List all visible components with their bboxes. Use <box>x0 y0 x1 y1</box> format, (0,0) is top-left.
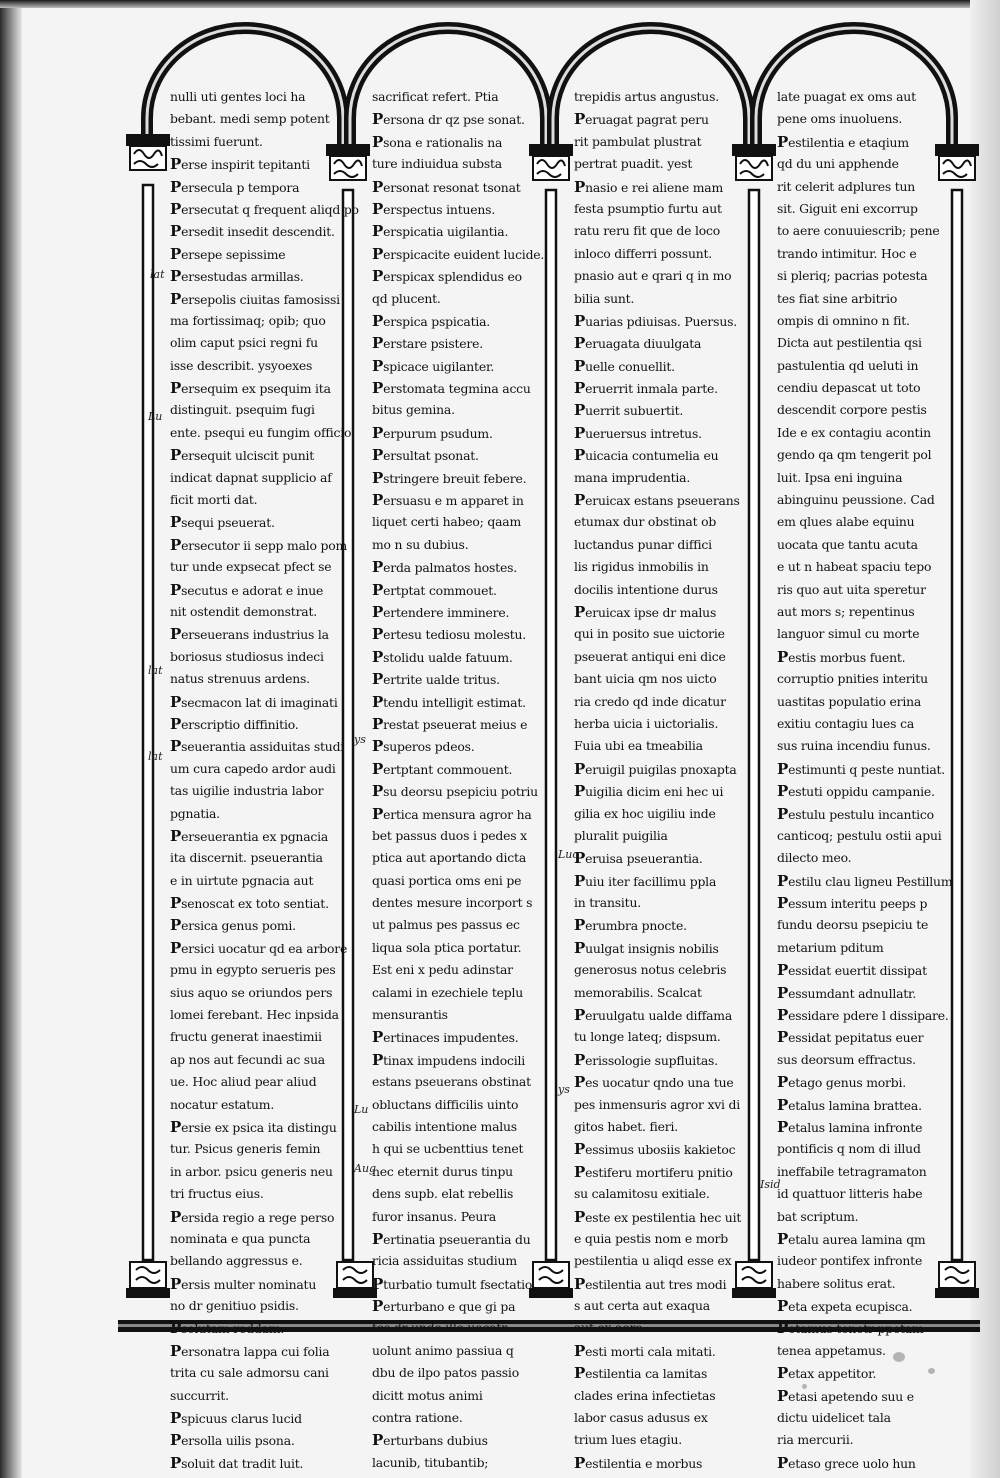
manuscript-line: generosus notus celebris <box>574 962 727 978</box>
manuscript-line: sacrificat refert. Ptia <box>372 89 499 104</box>
manuscript-line: Dicta aut pestilentia qsi <box>777 335 922 351</box>
manuscript-line: Peruicax estans pseuerans <box>574 491 740 510</box>
margin-note: Aug <box>354 1162 377 1175</box>
manuscript-line: estans pseuerans obstinat <box>372 1074 531 1090</box>
manuscript-line: contra ratione. <box>372 1410 463 1426</box>
text-column-2 <box>372 86 550 1470</box>
manuscript-line: corruptio pnities interitu <box>777 671 928 687</box>
manuscript-line: indicat dapnat supplicio af <box>170 469 332 485</box>
manuscript-line: tos dr unde ille uocatr <box>372 1320 507 1336</box>
manuscript-line: Perpurum psudum. <box>372 423 493 442</box>
manuscript-line: Persecutat q frequent aliqd po <box>170 199 359 218</box>
manuscript-line: Perspectus intuens. <box>372 199 496 218</box>
manuscript-line: Pertrite ualde tritus. <box>372 670 500 689</box>
manuscript-line: Perscriptio diffinitio. <box>170 714 299 733</box>
manuscript-line: Pestimunti q peste nuntiat. <box>777 759 946 778</box>
manuscript-line: Persie ex psica ita distingu <box>170 1117 337 1136</box>
manuscript-line: Psoluit dat tradit luit. <box>170 1453 304 1472</box>
manuscript-line: in transitu. <box>574 895 641 911</box>
manuscript-line: pnasio aut e qrari q in mo <box>574 268 732 284</box>
manuscript-line: festa psumptio furtu aut <box>574 200 722 216</box>
manuscript-line: ria credo qd inde dicatur <box>574 693 726 709</box>
manuscript-line: sius aquo se oriundos pers <box>170 984 333 1000</box>
manuscript-line: Pestilentia aut tres modi <box>574 1274 727 1293</box>
manuscript-line: Perspicacite euident lucide. <box>372 244 545 263</box>
margin-note: Luc <box>558 848 579 861</box>
manuscript-line: um cura capedo ardor audi <box>170 760 336 776</box>
manuscript-line: ma fortissimaq; opib; quo <box>170 312 326 328</box>
manuscript-line: su calamitosu exitiale. <box>574 1186 710 1202</box>
manuscript-line: ompis di omnino n fit. <box>777 312 910 328</box>
manuscript-line: Psecutus e adorat e inue <box>170 580 324 599</box>
manuscript-line: Pessidat euertit dissipat <box>777 961 927 980</box>
manuscript-line: habere solitus erat. <box>777 1275 896 1291</box>
manuscript-line: qd du uni apphende <box>777 156 899 172</box>
manuscript-line: mensurantis <box>372 1007 448 1023</box>
manuscript-line: Pertinatia pseuerantia du <box>372 1229 531 1248</box>
manuscript-line: descendit corpore pestis <box>777 402 927 418</box>
text-column-1 <box>170 86 359 1472</box>
manuscript-line: labor casus adusus ex <box>574 1410 708 1426</box>
manuscript-line: Puarias pdiuisas. Puersus. <box>574 311 737 330</box>
manuscript-line: Pertesu tediosu molestu. <box>372 625 527 644</box>
manuscript-line: Perspicax splendidus eo <box>372 267 522 286</box>
manuscript-line: pastulentia qd ueluti in <box>777 357 919 373</box>
manuscript-line: Petaso grece uolo hun <box>777 1453 916 1472</box>
manuscript-line: sit. Giguit eni excorrup <box>777 200 918 216</box>
margin-note: ys <box>558 1083 570 1096</box>
manuscript-line: Perseuerantia ex pgnacia <box>170 826 329 845</box>
manuscript-line: Pessumdant adnullatr. <box>777 983 917 1002</box>
manuscript-line: Perturbans dubius <box>372 1431 488 1450</box>
manuscript-line: Petalus lamina infronte <box>777 1117 923 1136</box>
manuscript-line: bat scriptum. <box>777 1208 859 1224</box>
margin-note: ys <box>354 733 366 746</box>
manuscript-line: Puerrit subuertit. <box>574 401 684 420</box>
manuscript-line: Peruisa pseuerantia. <box>574 849 703 868</box>
manuscript-line: Pestilentia e etaqium <box>777 132 909 151</box>
manuscript-line: ficit morti dat. <box>170 492 258 508</box>
manuscript-line: metarium pditum <box>777 939 884 955</box>
manuscript-line: tur unde expsecat pfect se <box>170 559 332 575</box>
manuscript-line: uocata que tantu acuta <box>777 536 918 552</box>
manuscript-line: Perda palmatos hostes. <box>372 558 517 577</box>
manuscript-line: gilia ex hoc uigiliu inde <box>574 805 716 821</box>
manuscript-line: Pessimus ubosiis kakietoc <box>574 1140 736 1159</box>
manuscript-line: distinguit. psequim fugi <box>170 402 315 418</box>
manuscript-line: isse describit. ysyoexes <box>170 357 313 373</box>
manuscript-line: Pueruersus intretus. <box>574 423 702 442</box>
manuscript-line: Psona e rationalis na <box>372 132 503 151</box>
manuscript-line: tas uigilie industria labor <box>170 783 324 799</box>
manuscript-line: Peruicax ipse dr malus <box>574 602 717 621</box>
manuscript-line: bebant. medi semp potent <box>170 111 330 127</box>
manuscript-line: pmu in egypto serueris pes <box>170 962 336 978</box>
manuscript-line: Ptendu intelligit estimat. <box>372 692 526 711</box>
manuscript-line: Persona dr qz pse sonat. <box>372 110 525 129</box>
manuscript-line: pestilentia u aliqd esse ex <box>574 1253 732 1269</box>
manuscript-line: Pertptat commouet. <box>372 580 497 599</box>
manuscript-line: Ptinax impudens indocili <box>372 1050 526 1069</box>
manuscript-line: dens supb. elat rebellis <box>372 1186 514 1202</box>
manuscript-line: Pspicace uigilanter. <box>372 356 495 375</box>
manuscript-line: bet passus duos i pedes x <box>372 827 527 843</box>
manuscript-line: Persida regio a rege perso <box>170 1207 335 1226</box>
manuscript-line: Persultat psonat. <box>372 446 479 465</box>
manuscript-line: gitos habet. fieri. <box>574 1118 679 1134</box>
manuscript-line: Pstolidu ualde fatuum. <box>372 647 513 666</box>
manuscript-line: Perse inspirit tepitanti <box>170 155 310 174</box>
manuscript-line: Puelle conuellit. <box>574 356 675 375</box>
manuscript-line: Peruagat pagrat peru <box>574 110 709 129</box>
manuscript-line: fundu deorsu psepiciu te <box>777 917 929 933</box>
manuscript-line: Pestis morbus fuent. <box>777 647 906 666</box>
text-column-3 <box>574 86 752 1472</box>
manuscript-line: no dr genitiuo psidis. <box>170 1298 299 1314</box>
manuscript-line: ricia assiduitas studium <box>372 1253 517 1269</box>
manuscript-line: natus strenuus ardens. <box>170 671 310 687</box>
manuscript-line: mo n su dubius. <box>372 536 469 552</box>
manuscript-line: abinguinu peussione. Cad <box>777 492 935 508</box>
manuscript-line: Peruerrit inmala parte. <box>574 379 718 398</box>
manuscript-line: luit. Ipsa eni inguina <box>777 469 903 485</box>
manuscript-line: Perturbano e que gi pa <box>372 1297 516 1316</box>
manuscript-line: Ide e ex contagiu acontin <box>777 424 931 440</box>
manuscript-line: Pessum interitu peeps p <box>777 894 928 913</box>
manuscript-line: Pspicuus clarus lucid <box>170 1409 302 1428</box>
manuscript-line: ture indiuidua substa <box>372 156 502 172</box>
manuscript-line: dicitt motus animi <box>372 1387 483 1403</box>
manuscript-line: lis rigidus inmobilis in <box>574 559 709 575</box>
manuscript-line: mana imprudentia. <box>574 469 691 485</box>
manuscript-line: qui in posito sue uictorie <box>574 626 725 642</box>
manuscript-line: Persecula p tempora <box>170 177 300 196</box>
manuscript-line: to aere conuuiescrib; pene <box>777 223 940 239</box>
manuscript-line: Persequim ex psequim ita <box>170 379 331 398</box>
manuscript-line: nec eternit durus tinpu <box>372 1163 513 1179</box>
manuscript-line: Persequit ulciscit punit <box>170 446 315 465</box>
manuscript-line: Peruulgatu ualde diffama <box>574 1006 733 1025</box>
manuscript-line: Pstringere breuit febere. <box>372 468 527 487</box>
manuscript-line: Perstare psistere. <box>372 334 483 353</box>
manuscript-line: Perspicatia uigilantia. <box>372 222 509 241</box>
manuscript-line: bilia sunt. <box>574 290 635 306</box>
manuscript-line: Pnasio e rei aliene mam <box>574 177 723 196</box>
manuscript-line: ptica aut aportando dicta <box>372 850 527 866</box>
manuscript-line: sus ruina incendiu funus. <box>777 738 931 754</box>
manuscript-line: Pestilentia e morbus <box>574 1453 703 1472</box>
manuscript-line: Persepe sepissime <box>170 244 286 263</box>
manuscript-line: Peta expeta ecupisca. <box>777 1297 913 1316</box>
manuscript-line: em qlues alabe equinu <box>777 514 915 530</box>
manuscript-line: Petamus tenetr ppetam <box>777 1319 924 1338</box>
manuscript-line: Personatra lappa cui folia <box>170 1341 330 1360</box>
manuscript-line: Peruagata diuulgata <box>574 334 702 353</box>
manuscript-line: ut palmus pes passus ec <box>372 917 520 933</box>
manuscript-line: ineffabile tetragramaton <box>777 1163 927 1179</box>
manuscript-line: liqua sola ptica portatur. <box>372 939 522 955</box>
manuscript-line: docilis intentione durus <box>574 581 718 597</box>
manuscript-line: ratu reru fit que de loco <box>574 223 720 239</box>
manuscript-line: Perumbra pnocte. <box>574 916 687 935</box>
manuscript-line: tissimi fuerunt. <box>170 133 263 149</box>
manuscript-line: lacunib, titubantib; <box>372 1454 489 1470</box>
manuscript-line: ris quo aut uita speretur <box>777 581 926 597</box>
manuscript-line: pontificis q nom di illud <box>777 1141 921 1157</box>
manuscript-line: Psuperos pdeos. <box>372 737 475 756</box>
manuscript-line: Peruigil puigilas pnoxapta <box>574 759 737 778</box>
manuscript-line: Pertptant commouent. <box>372 759 513 778</box>
manuscript-line: dilecto meo. <box>777 850 852 866</box>
manuscript-line: succurrit. <box>170 1387 229 1403</box>
manuscript-line: Puicacia contumelia eu <box>574 446 719 465</box>
manuscript-line: Pesti morti cala mitati. <box>574 1341 716 1360</box>
manuscript-line: pseuerat antiqui eni dice <box>574 648 726 664</box>
manuscript-line: cendiu depascat ut toto <box>777 380 921 396</box>
margin-note: lat <box>148 664 163 677</box>
manuscript-line: Persica genus pomi. <box>170 916 296 935</box>
manuscript-line: Pestulu pestulu incantico <box>777 804 934 823</box>
manuscript-line: trepidis artus angustus. <box>574 89 719 104</box>
manuscript-line: Pestilentia ca lamitas <box>574 1364 708 1383</box>
manuscript-line: Petago genus morbi. <box>777 1073 907 1092</box>
manuscript-line: etumax dur obstinat ob <box>574 514 717 530</box>
manuscript-line: trando intimitur. Hoc e <box>777 245 917 261</box>
manuscript-line: tri fructus eius. <box>170 1186 264 1202</box>
manuscript-line: Fuia ubi ea tmeabilia <box>574 738 703 754</box>
manuscript-line: Persedit insedit descendit. <box>170 222 335 241</box>
manuscript-line: in arbor. psicu generis neu <box>170 1163 333 1179</box>
manuscript-line: herba uicia i uictorialis. <box>574 715 719 731</box>
text-column-4 <box>777 86 955 1472</box>
manuscript-line: Pestiferu mortiferu pnitio <box>574 1162 733 1181</box>
manuscript-line: Pestilu clau ligneu Pestillum <box>777 871 953 890</box>
manuscript-line: Puulgat insignis nobilis <box>574 938 719 957</box>
manuscript-line: Perseuerans industrius la <box>170 625 329 644</box>
manuscript-line: obluctans difficilis uinto <box>372 1096 519 1112</box>
manuscript-line: cabilis intentione malus <box>372 1118 517 1134</box>
manuscript-line: Persuasu e m apparet in <box>372 491 524 510</box>
manuscript-line: Pestuti oppidu campanie. <box>777 782 935 801</box>
manuscript-line: trita cu sale admorsu cani <box>170 1365 329 1381</box>
manuscript-line: lomei ferebant. Hec inpsida <box>170 1007 339 1023</box>
manuscript-line: Pertica mensura agror ha <box>372 804 532 823</box>
manuscript-line: quasi portica oms eni pe <box>372 872 522 888</box>
manuscript-line: Persepolis ciuitas famosissi <box>170 289 340 308</box>
manuscript-line: tenea appetamus. <box>777 1342 886 1358</box>
manuscript-line: Pessidat pepitatus euer <box>777 1028 924 1047</box>
manuscript-line: Pertinaces impudentes. <box>372 1028 519 1047</box>
manuscript-line: uolunt animo passiua q <box>372 1342 514 1358</box>
parchment-stain <box>802 1384 807 1389</box>
manuscript-line: e quia pestis nom e morb <box>574 1230 728 1246</box>
manuscript-line: bant uicia qm nos uicto <box>574 671 717 687</box>
manuscript-line: Psu deorsu psepiciu potriu <box>372 782 538 801</box>
manuscript-line: Persolla uilis psona. <box>170 1431 295 1450</box>
manuscript-line: late puagat ex oms aut <box>777 89 916 104</box>
manuscript-line: Psolutam reddam. <box>170 1319 285 1338</box>
manuscript-line: Pseuerantia assiduitas studi <box>170 737 345 756</box>
manuscript-line: Petalus lamina brattea. <box>777 1095 922 1114</box>
manuscript-line: ue. Hoc aliud pear aliud <box>170 1074 317 1090</box>
manuscript-line: aut ex aere. <box>574 1320 647 1336</box>
manuscript-line: gendo qa qm tengerit pol <box>777 447 932 463</box>
margin-note: lat <box>150 268 165 281</box>
manuscript-line: Petax appetitor. <box>777 1364 877 1383</box>
manuscript-line: pgnatia. <box>170 805 220 821</box>
manuscript-line: sus deorsum effractus. <box>777 1051 916 1067</box>
manuscript-line: Petalu aurea lamina qm <box>777 1229 926 1248</box>
parchment-stain <box>928 1368 935 1374</box>
manuscript-line: e in uirtute pgnacia aut <box>170 872 314 888</box>
manuscript-line: Psecmacon lat di imaginati <box>170 692 338 711</box>
manuscript-line: dbu de ilpo patos passio <box>372 1365 519 1381</box>
manuscript-line: canticoq; pestulu ostii apui <box>777 827 942 843</box>
manuscript-line: tu longe lateq; dispsum. <box>574 1029 721 1045</box>
parchment-stain <box>893 1352 905 1362</box>
manuscript-line: pes inmensuris agror xvi di <box>574 1096 741 1112</box>
manuscript-line: ente. psequi eu fungim officio <box>170 424 352 440</box>
manuscript-line: pertrat puadit. yest <box>574 156 693 172</box>
manuscript-line: Perspica pspicatia. <box>372 311 491 330</box>
manuscript-line: Pes uocatur qndo una tue <box>574 1073 734 1092</box>
manuscript-line: Perstomata tegmina accu <box>372 379 531 398</box>
manuscript-line: nominata e qua puncta <box>170 1230 311 1246</box>
manuscript-line: boriosus studiosus indeci <box>170 648 324 664</box>
manuscript-line: calami in ezechiele teplu <box>372 984 524 1000</box>
manuscript-line: si pleriq; pacrias potesta <box>777 268 928 284</box>
manuscript-line: Puiu iter facillimu ppla <box>574 871 717 890</box>
manuscript-line: rit celerit adplures tun <box>777 178 916 194</box>
manuscript-line: tur. Psicus generis femin <box>170 1141 321 1157</box>
manuscript-line: languor simul cu morte <box>777 626 920 642</box>
manuscript-line: luctandus punar diffici <box>574 536 712 552</box>
manuscript-line: Psequi pseuerat. <box>170 513 275 532</box>
manuscript-line: Persis multer nominatu <box>170 1274 317 1293</box>
manuscript-line: pluralit puigilia <box>574 827 668 843</box>
manuscript-line: inloco differri possunt. <box>574 245 713 261</box>
manuscript-line: Pturbatio tumult fsectatio <box>372 1274 533 1293</box>
manuscript-line: nocatur estatum. <box>170 1096 275 1112</box>
margin-note: Isid <box>760 1178 781 1191</box>
manuscript-line: Persici uocatur qd ea arbore <box>170 938 348 957</box>
manuscript-line: pene oms inuoluens. <box>777 111 903 127</box>
manuscript-line: id quattuor litteris habe <box>777 1186 923 1202</box>
manuscript-line: s aut certa aut exaqua <box>574 1298 710 1314</box>
manuscript-line: bitus gemina. <box>372 402 455 418</box>
manuscript-line: Pessidare pdere l dissipare. <box>777 1006 949 1025</box>
manuscript-line: Puigilia dicim eni hec ui <box>574 782 724 801</box>
manuscript-line: trium lues etagiu. <box>574 1432 683 1448</box>
manuscript-line: Psenoscat ex toto sentiat. <box>170 894 329 913</box>
manuscript-line: tes fiat sine arbitrio <box>777 290 898 306</box>
margin-note: Lu <box>354 1103 369 1116</box>
manuscript-line: e ut n habeat spaciu tepo <box>777 559 932 575</box>
manuscript-line: Personat resonat tsonat <box>372 177 521 196</box>
margin-note: Lu <box>148 410 163 423</box>
manuscript-line: h qui se ucbenttius tenet <box>372 1141 524 1157</box>
manuscript-line: exitiu contagiu lues ca <box>777 715 915 731</box>
manuscript-line: Persestudas armillas. <box>170 267 304 286</box>
manuscript-line: ap nos aut fecundi ac sua <box>170 1051 325 1067</box>
manuscript-line: fructu generat inaestimii <box>170 1029 322 1045</box>
manuscript-line: olim caput psici regni fu <box>170 335 318 351</box>
manuscript-line: dictu uidelicet tala <box>777 1410 891 1426</box>
manuscript-line: furor insanus. Peura <box>372 1208 497 1224</box>
margin-note: lat <box>148 750 163 763</box>
manuscript-line: iudeor pontifex infronte <box>777 1253 923 1269</box>
manuscript-line: uastitas populatio erina <box>777 693 922 709</box>
manuscript-line: Est eni x pedu adinstar <box>372 962 513 978</box>
manuscript-line: rit pambulat plustrat <box>574 133 702 149</box>
manuscript-line: Petasi apetendo suu e <box>777 1386 914 1405</box>
manuscript-line: memorabilis. Scalcat <box>574 984 702 1000</box>
manuscript-line: Peste ex pestilentia hec uit <box>574 1207 742 1226</box>
manuscript-line: Prestat pseuerat meius e <box>372 714 528 733</box>
manuscript-line: Persecutor ii sepp malo pom <box>170 535 348 554</box>
manuscript-line: qd plucent. <box>372 290 441 306</box>
manuscript-line: clades erina infectietas <box>574 1387 716 1403</box>
manuscript-line: dentes mesure incorport s <box>372 895 533 911</box>
manuscript-line: ria mercurii. <box>777 1432 854 1448</box>
manuscript-line: liquet certi habeo; qaam <box>372 514 522 530</box>
manuscript-line: ita discernit. pseuerantia <box>170 850 323 866</box>
manuscript-line: nulli uti gentes loci ha <box>170 89 306 104</box>
manuscript-line: aut mors s; repentinus <box>777 603 915 619</box>
manuscript-line: Pertendere imminere. <box>372 602 510 621</box>
manuscript-line: nit ostendit demonstrat. <box>170 603 318 619</box>
manuscript-line: Perissologie supfluitas. <box>574 1050 718 1069</box>
manuscript-line: bellando aggressus e. <box>170 1253 303 1269</box>
